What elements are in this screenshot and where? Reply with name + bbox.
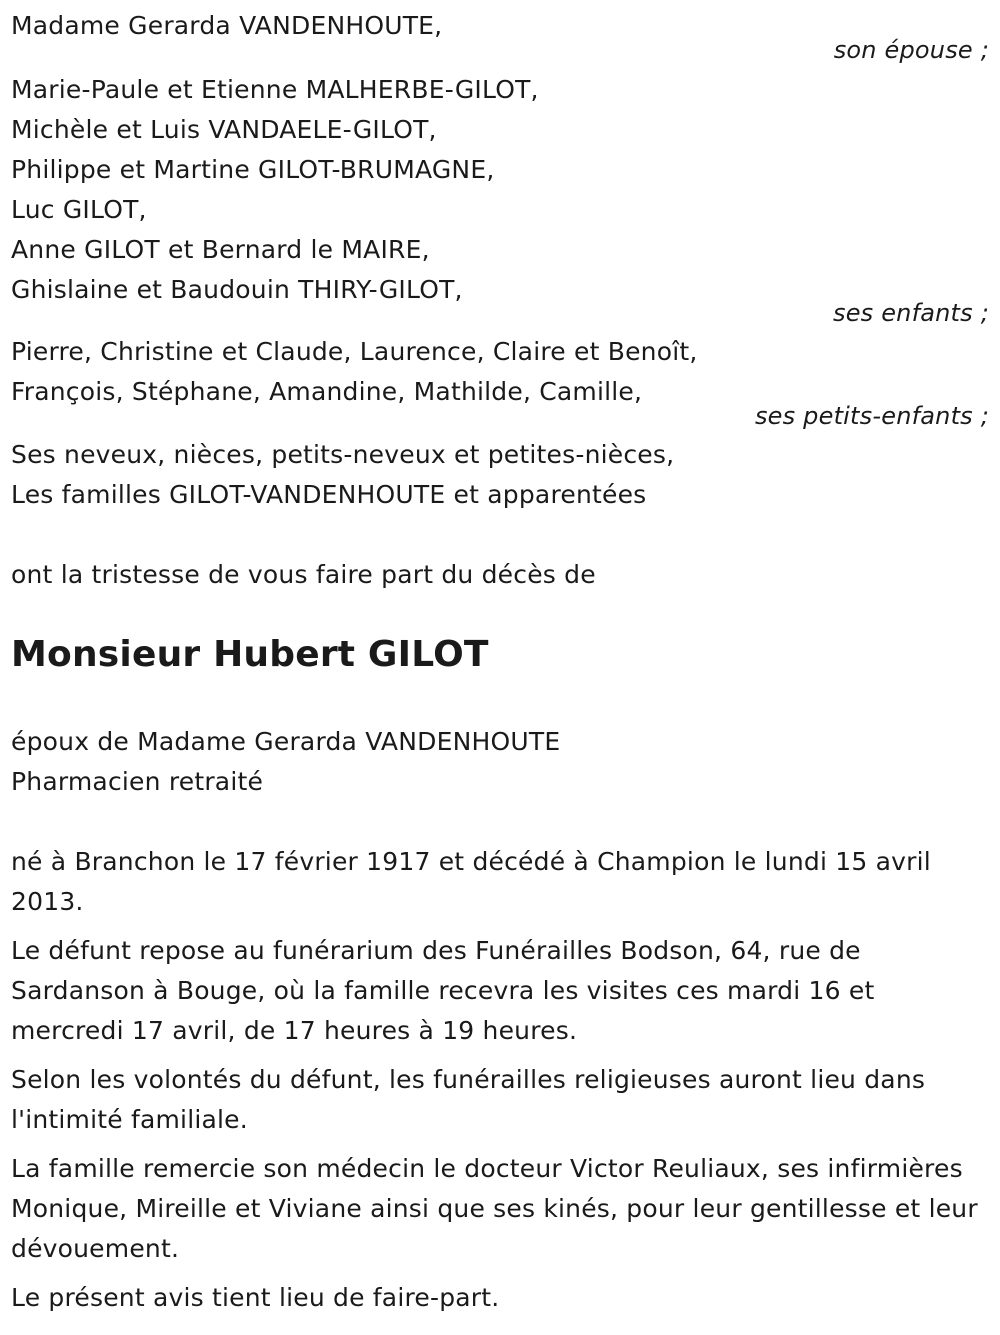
announcement-text: ont la tristesse de vous faire part du décès de bbox=[11, 560, 596, 589]
funeral-wishes-paragraph: Selon les volontés du défunt, les funérailles religieuses auront lieu dans l'intimité familiale. bbox=[11, 1065, 926, 1134]
birth-death-paragraph: né à Branchon le 17 février 1917 et décédé à Champion le lundi 15 avril 2013. bbox=[11, 847, 931, 916]
spouse-name: Madame Gerarda VANDENHOUTE, bbox=[11, 11, 443, 40]
children-section bbox=[11, 70, 989, 310]
deceased-spouse-line: époux de Madame Gerarda VANDENHOUTE bbox=[11, 727, 561, 756]
deceased-name: Monsieur Hubert GILOT bbox=[11, 634, 489, 675]
notice-body bbox=[11, 842, 989, 1318]
spouse-role: son épouse ; bbox=[833, 36, 989, 64]
grandchild-entry: François, Stéphane, Amandine, Mathilde, Camille, bbox=[11, 377, 643, 406]
grandchildren-role: ses petits-enfants ; bbox=[754, 402, 989, 430]
child-entry: Philippe et Martine GILOT-BRUMAGNE, bbox=[11, 155, 495, 184]
relatives-section bbox=[11, 435, 989, 515]
child-entry: Anne GILOT et Bernard le MAIRE, bbox=[11, 235, 430, 264]
grandchild-entry: Pierre, Christine et Claude, Laurence, Claire et Benoît, bbox=[11, 337, 698, 366]
child-entry: Marie-Paule et Etienne MALHERBE-GILOT, bbox=[11, 75, 539, 104]
thanks-paragraph: La famille remercie son médecin le docteur Victor Reuliaux, ses infirmières Monique, Mireille et Viviane ainsi que ses kinés, pour leur gentillesse et leur dévouement. bbox=[11, 1154, 978, 1263]
child-entry: Ghislaine et Baudouin THIRY-GILOT, bbox=[11, 275, 463, 304]
child-entry: Luc GILOT, bbox=[11, 195, 147, 224]
closing-paragraph: Le présent avis tient lieu de faire-part. bbox=[11, 1283, 500, 1312]
children-role: ses enfants ; bbox=[833, 299, 989, 327]
deceased-details bbox=[11, 722, 989, 802]
relatives-line: Les familles GILOT-VANDENHOUTE et apparentées bbox=[11, 480, 647, 509]
funerarium-paragraph: Le défunt repose au funérarium des Funérailles Bodson, 64, rue de Sardanson à Bouge, où la famille recevra les visites ces mardi 16 et mercredi 17 avril, de 17 heures à 19 heures. bbox=[11, 936, 875, 1045]
relatives-line: Ses neveux, nièces, petits-neveux et petites-nièces, bbox=[11, 440, 675, 469]
grandchildren-section bbox=[11, 332, 989, 412]
child-entry: Michèle et Luis VANDAELE-GILOT, bbox=[11, 115, 437, 144]
deceased-profession: Pharmacien retraité bbox=[11, 767, 264, 796]
